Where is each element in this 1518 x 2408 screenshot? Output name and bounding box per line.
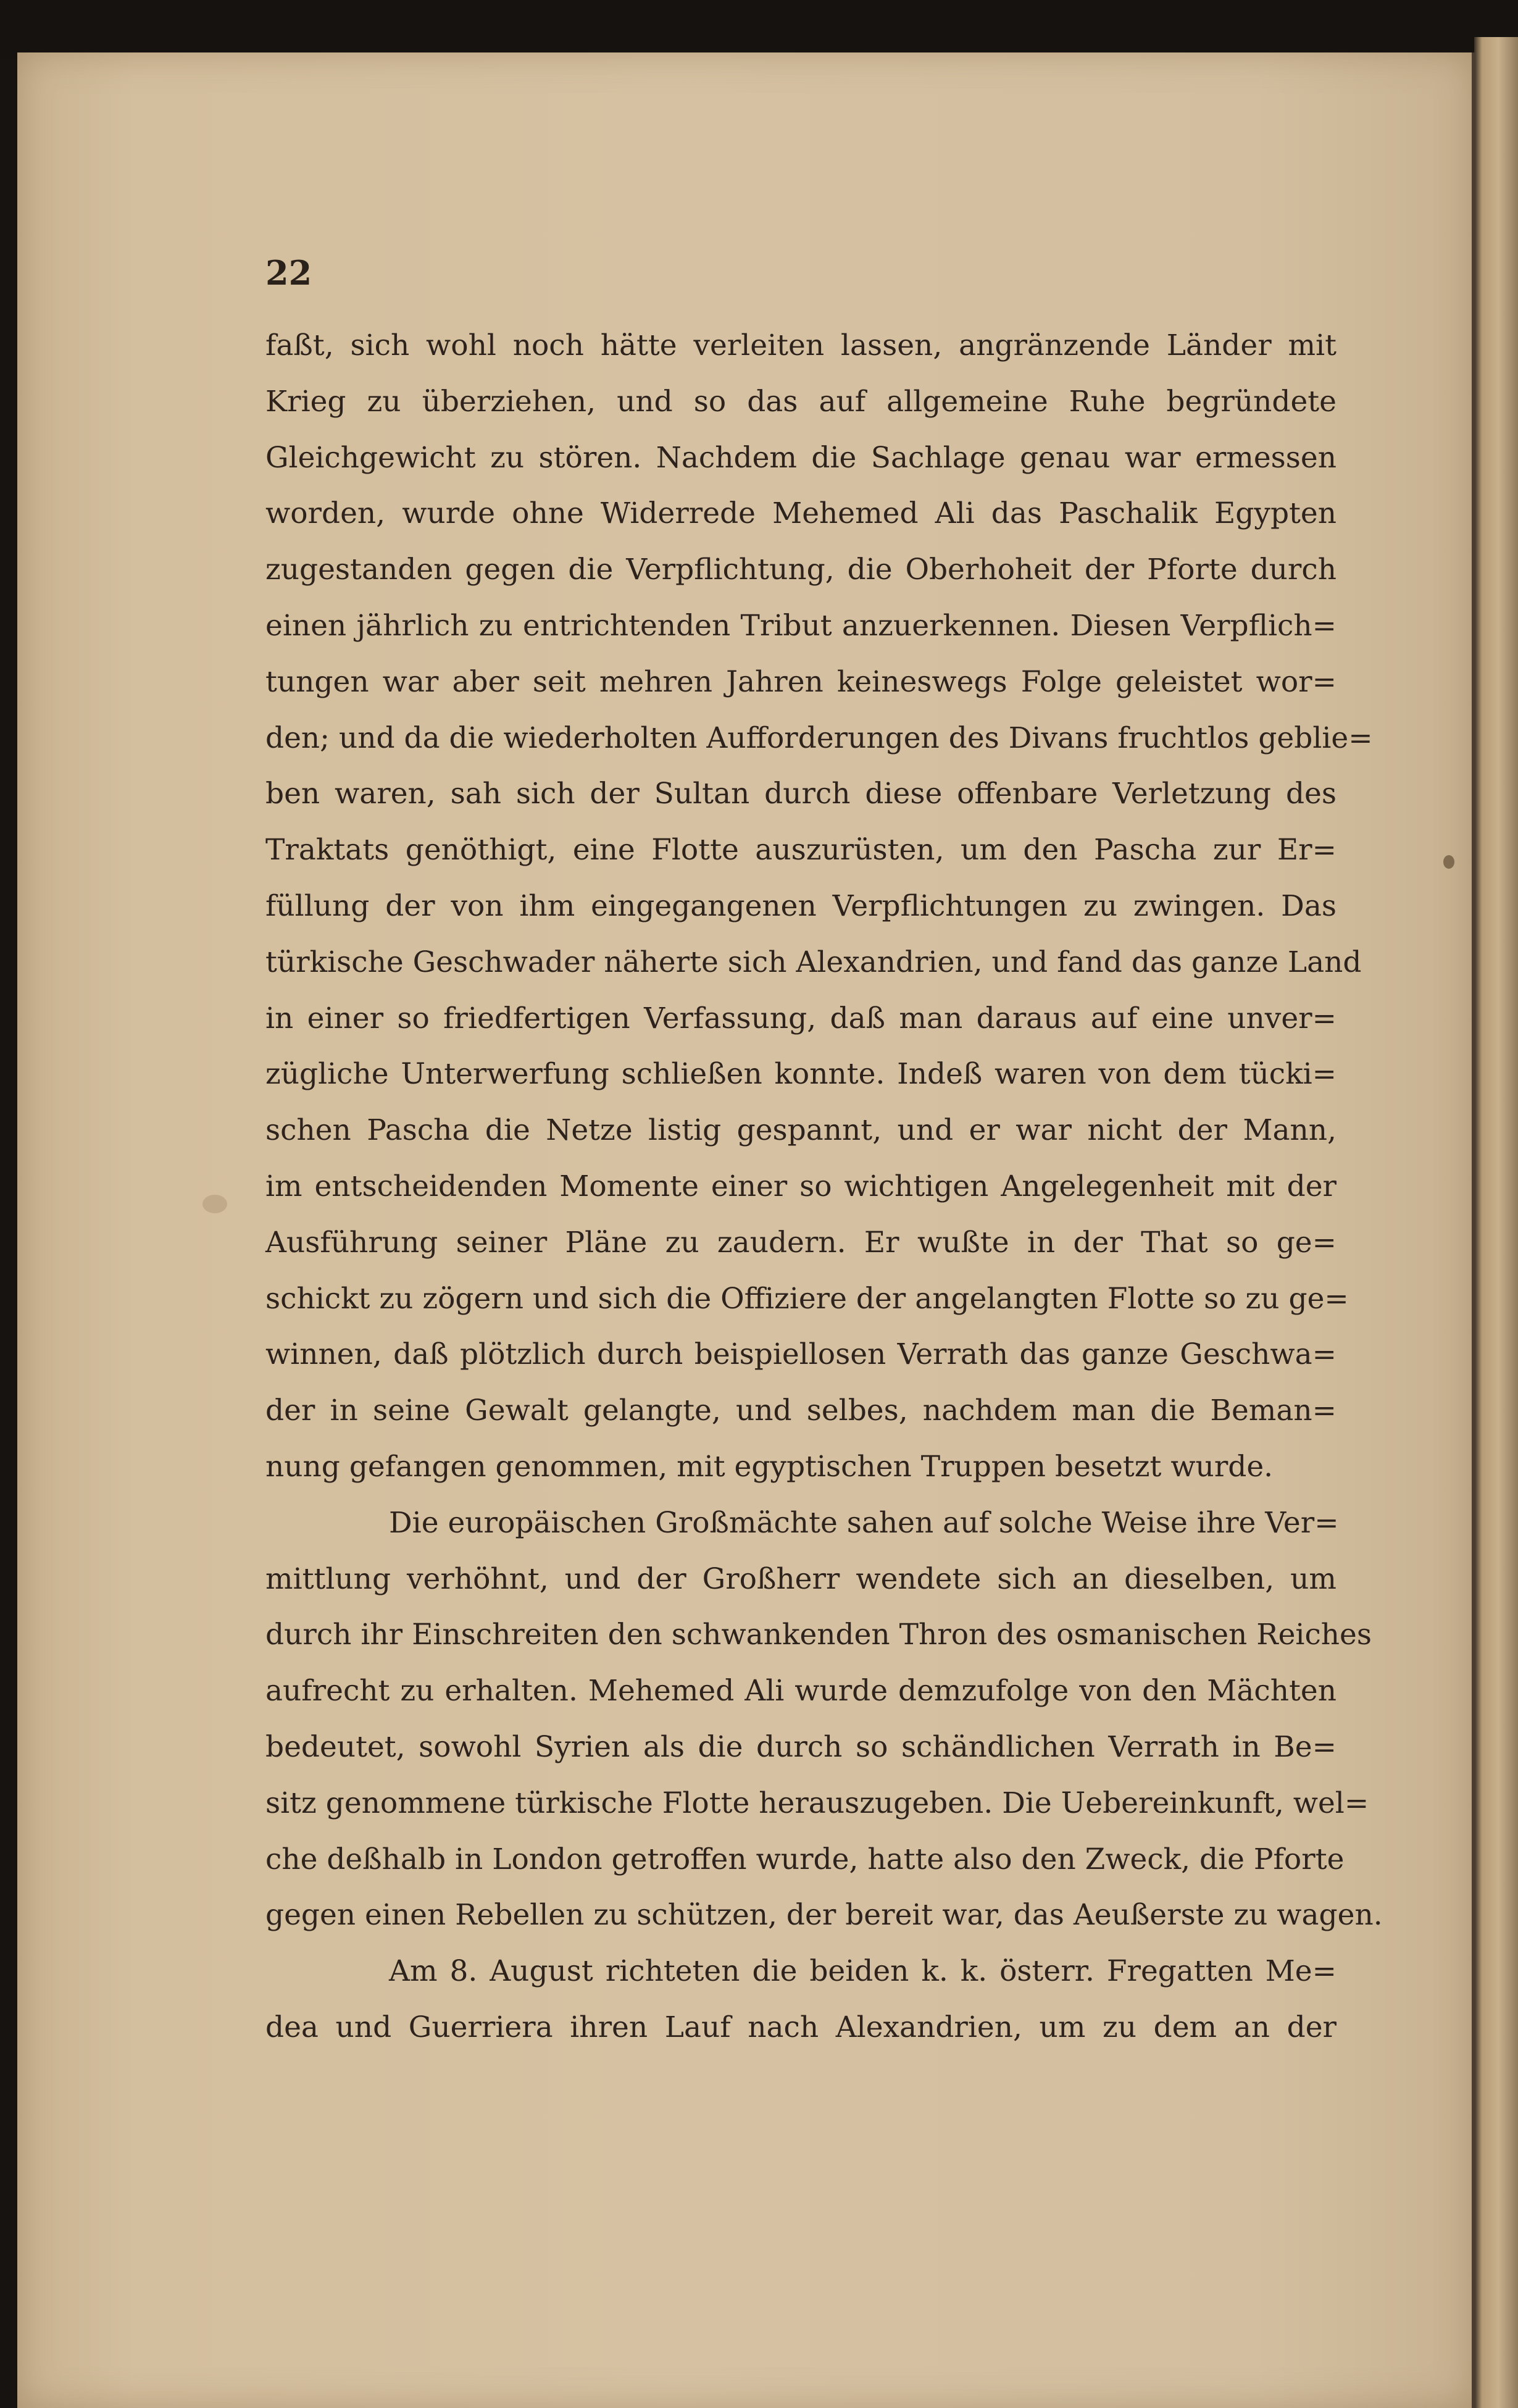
text-line: Traktats genöthigt, eine Flotte auszurüsten, um den Pascha zur Er=: [265, 833, 1337, 867]
text-line: in einer so friedfertigen Verfassung, daß man daraus auf eine unver=: [265, 1001, 1337, 1035]
text-line: gegen einen Rebellen zu schützen, der bereit war, das Aeußerste zu wagen.: [265, 1898, 1383, 1933]
text-line: nung gefangen genommen, mit egyptischen Truppen besetzt wurde.: [265, 1449, 1274, 1484]
text-line: dea und Guerriera ihren Lauf nach Alexandrien, um zu dem an der: [265, 2010, 1337, 2044]
text-line: zügliche Unterwerfung schließen konnte. Indeß waren von dem tücki=: [265, 1057, 1337, 1092]
text-line: faßt, sich wohl noch hätte verleiten lassen, angränzende Länder mit: [265, 328, 1337, 362]
text-line: füllung der von ihm eingegangenen Verpflichtungen zu zwingen. Das: [265, 888, 1337, 923]
text-line: tungen war aber seit mehren Jahren keineswegs Folge geleistet wor=: [265, 664, 1337, 699]
text-line: Gleichgewicht zu stören. Nachdem die Sachlage genau war ermessen: [265, 440, 1337, 475]
text-line: Die europäischen Großmächte sahen auf solche Weise ihre Ver=: [389, 1505, 1339, 1540]
paper-stain: [202, 1195, 227, 1213]
text-line: den; und da die wiederholten Aufforderungen des Divans fruchtlos geblie=: [265, 721, 1373, 755]
scan-top-margin: [0, 0, 1518, 59]
next-page-edge: [1474, 37, 1518, 2408]
text-line: schen Pascha die Netze listig gespannt, und er war nicht der Mann,: [265, 1113, 1337, 1148]
text-line: türkische Geschwader näherte sich Alexandrien, und fand das ganze Land: [265, 945, 1362, 979]
text-line: Krieg zu überziehen, und so das auf allgemeine Ruhe begründete: [265, 384, 1337, 419]
paper-stain: [1443, 855, 1454, 869]
text-line: durch ihr Einschreiten den schwankenden Thron des osmanischen Reiches: [265, 1618, 1372, 1652]
text-line: der in seine Gewalt gelangte, und selbes, nachdem man die Beman=: [265, 1394, 1337, 1428]
text-line: aufrecht zu erhalten. Mehemed Ali wurde demzufolge von den Mächten: [265, 1674, 1337, 1708]
text-line: che deßhalb in London getroffen wurde, hatte also den Zweck, die Pforte: [265, 1842, 1345, 1876]
page-gutter: [1472, 52, 1475, 2408]
text-line: zugestanden gegen die Verpflichtung, die Oberhoheit der Pforte durch: [265, 553, 1337, 587]
text-line: winnen, daß plötzlich durch beispiellosen Verrath das ganze Geschwa=: [265, 1337, 1337, 1372]
text-line: sitz genommene türkische Flotte herauszugeben. Die Uebereinkunft, wel=: [265, 1786, 1369, 1820]
text-line: ben waren, sah sich der Sultan durch diese offenbare Verletzung des: [265, 777, 1337, 811]
text-line: Ausführung seiner Pläne zu zaudern. Er wußte in der That so ge=: [265, 1225, 1337, 1260]
body-text: [265, 318, 1383, 2056]
text-line: schickt zu zögern und sich die Offiziere der angelangten Flotte so zu ge=: [265, 1281, 1349, 1316]
text-line: Am 8. August richteten die beiden k. k. österr. Fregatten Me=: [389, 1954, 1337, 1989]
text-line: worden, wurde ohne Widerrede Mehemed Ali das Paschalik Egypten: [265, 496, 1337, 531]
text-line: im entscheidenden Momente einer so wichtigen Angelegenheit mit der: [265, 1169, 1337, 1203]
text-line: mittlung verhöhnt, und der Großherr wendete sich an dieselben, um: [265, 1561, 1337, 1596]
page-number: 22: [265, 253, 312, 293]
text-line: einen jährlich zu entrichtenden Tribut anzuerkennen. Diesen Verpflich=: [265, 608, 1337, 643]
text-line: bedeutet, sowohl Syrien als die durch so schändlichen Verrath in Be=: [265, 1729, 1337, 1764]
